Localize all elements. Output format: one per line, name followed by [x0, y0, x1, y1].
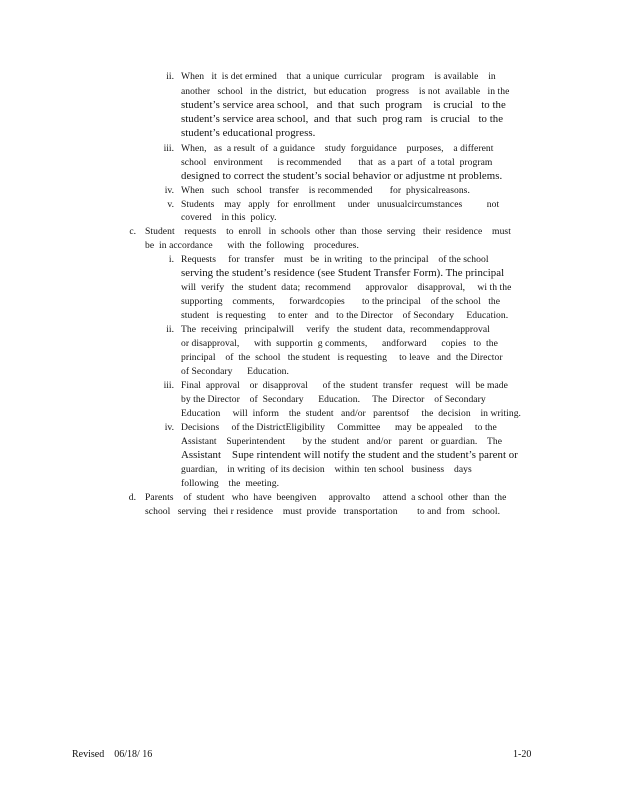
list-marker: i. [168, 254, 174, 265]
text-line: The receiving principalwill verify the student data, recommendapproval [181, 324, 490, 335]
text-line: Assistant Supe rintendent will notify the student and the student’s parent or [181, 449, 518, 461]
text-line: student’s service area school, and that such program is crucial to the [181, 99, 506, 111]
text-line: Requests for transfer must be in writing to the principal of the school [181, 254, 489, 265]
text-line: guardian, in writing of its decision within ten school business days [181, 464, 472, 475]
text-line: student is requesting to enter and to the Director of Secondary Education. [181, 310, 509, 321]
text-line: school serving thei r residence must provide transportation to and from school. [145, 506, 501, 517]
text-line: designed to correct the student’s social behavior or adjustme nt problems. [181, 170, 503, 182]
text-line: Parents of student who have beengiven approvalto attend a school other than the [145, 492, 507, 503]
text-line: Assistant Superintendent by the student and/or parent or guardian. The [181, 436, 503, 447]
text-line: covered in this policy. [181, 212, 277, 223]
text-line: When such school transfer is recommended for physicalreasons. [181, 185, 470, 196]
text-line: When it is det ermined that a unique curricular program is available in [181, 71, 496, 82]
revision-date: Revised 06/18/ 16 [72, 749, 153, 760]
list-marker: iii. [163, 380, 174, 391]
text-line: or disapproval, with supportin g comments, andforward copies to the [181, 338, 498, 349]
text-line: another school in the district, but education progress is not available in the [181, 86, 510, 97]
text-line: Students may apply for enrollment under unusualcircumstances not [181, 199, 500, 210]
section-marker: d. [128, 492, 136, 503]
text-line: by the Director of Secondary Education. The Director of Secondary [181, 394, 486, 405]
list-marker: iii. [163, 143, 174, 154]
list-marker: ii. [166, 71, 174, 82]
section-marker: c. [129, 226, 136, 237]
list-marker: iv. [164, 422, 174, 433]
text-line: be in accordance with the following procedures. [145, 240, 359, 251]
text-line: student’s educational progress. [181, 127, 316, 139]
text-line: serving the student’s residence (see Student Transfer Form). The principal [181, 267, 505, 279]
text-line: Education will inform the student and/or parentsof the decision in writing. [181, 408, 521, 419]
text-line: student’s service area school, and that such prog ram is crucial to the [181, 113, 504, 125]
list-marker: v. [167, 199, 174, 210]
text-line: of Secondary Education. [181, 366, 289, 377]
text-line: principal of the school the student is requesting to leave and the Director [181, 352, 503, 363]
text-line: will verify the student data; recommend approvalor disapproval, wi th the [181, 282, 512, 293]
list-marker: ii. [166, 324, 174, 335]
text-line: Decisions of the DistrictEligibility Committee may be appealed to the [181, 422, 497, 433]
text-line: supporting comments, forwardcopies to the principal of the school the [181, 296, 501, 307]
text-line: school environment is recommended that as a part of a total program [181, 157, 493, 168]
page-number: 1-20 [513, 749, 532, 760]
text-line: following the meeting. [181, 478, 280, 489]
list-marker: iv. [164, 185, 174, 196]
text-line: When, as a result of a guidance study forguidance purposes, a different [181, 143, 494, 154]
text-line: Student requests to enroll in schools other than those serving their residence must [145, 226, 511, 237]
text-line: Final approval or disapproval of the student transfer request will be made [181, 380, 508, 391]
